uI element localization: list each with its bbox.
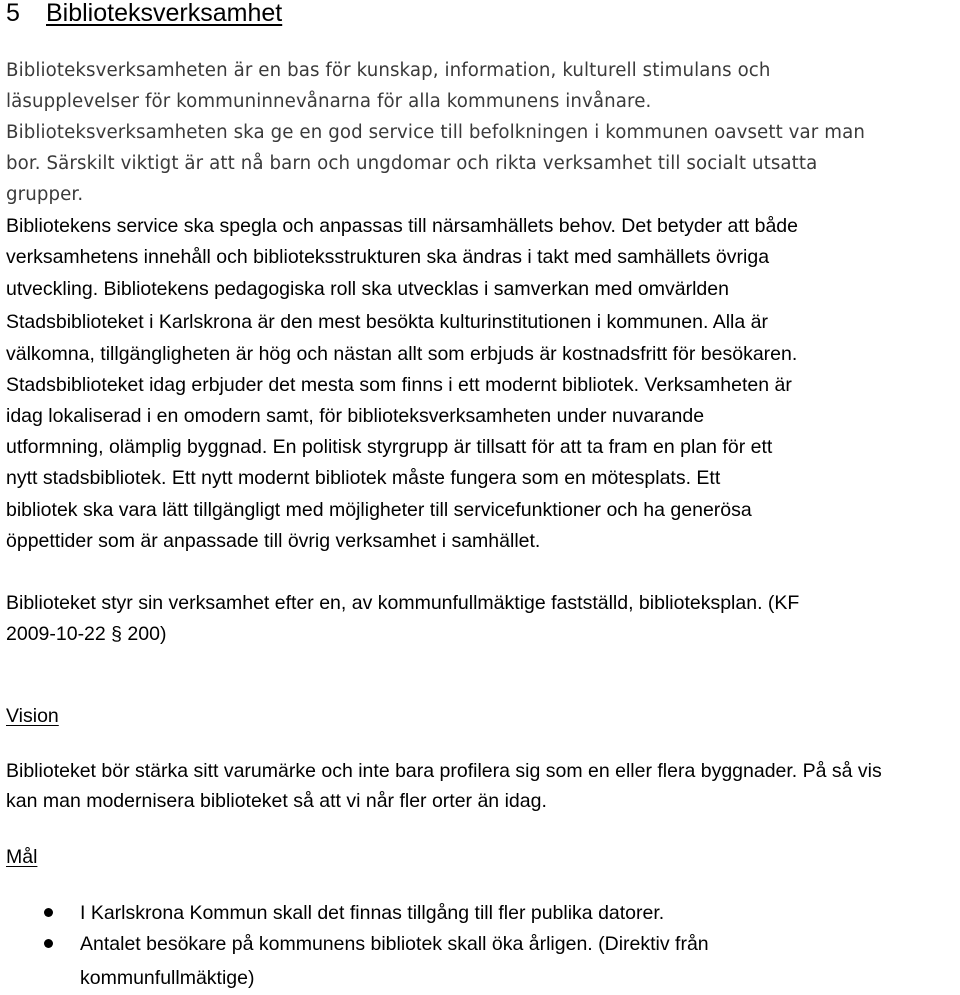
body-line: verksamhetens innehåll och biblioteksstrukturen ska ändras i takt med samhällets övriga [6, 246, 770, 268]
plan-line: 2009-10-22 § 200) [6, 623, 167, 645]
body-line: välkomna, tillgängligheten är hög och nästan allt som erbjuds är kostnadsfritt för besökaren. [6, 343, 798, 365]
bullet-icon [44, 939, 53, 948]
list-item-text: kommunfullmäktige) [80, 967, 255, 989]
vision-heading: Vision [6, 705, 59, 727]
body-line: Stadsbiblioteket i Karlskrona är den mest besökta kulturinstitutionen i kommunen. Alla är [6, 311, 768, 333]
intro-line: läsupplevelser för kommuninnevånarna för alla kommunens invånare. [6, 91, 652, 112]
intro-line: Biblioteksverksamheten ska ge en god service till befolkningen i kommunen oavsett var man [6, 122, 865, 143]
body-line: utformning, olämplig byggnad. En politisk styrgrupp är tillsatt för att ta fram en plan för ett [6, 436, 773, 458]
body-line: nytt stadsbibliotek. Ett nytt modernt bibliotek måste fungera som en mötesplats. Ett [6, 467, 721, 489]
list-item-text: I Karlskrona Kommun skall det finnas tillgång till fler publika datorer. [80, 902, 665, 924]
intro-line: bor. Särskilt viktigt är att nå barn och ungdomar och rikta verksamhet till socialt utsatta [6, 153, 818, 174]
section-title: Biblioteksverksamhet [46, 0, 283, 27]
goals-heading: Mål [6, 846, 38, 868]
intro-line: Biblioteksverksamheten är en bas för kunskap, information, kulturell stimulans och [6, 60, 771, 81]
list-item-text: Antalet besökare på kommunens bibliotek skall öka årligen. (Direktiv från [80, 933, 709, 955]
body-line: idag lokaliserad i en omodern samt, för biblioteksverksamheten under nuvarande [6, 405, 705, 427]
body-line: bibliotek ska vara lätt tillgängligt med möjligheter till servicefunktioner och ha generösa [6, 499, 752, 521]
body-line: utveckling. Bibliotekens pedagogiska roll ska utvecklas i samverkan med omvärlden [6, 278, 729, 300]
section-heading [6, 0, 282, 30]
bullet-icon [44, 908, 53, 917]
body-line: öppettider som är anpassade till övrig verksamhet i samhället. [6, 530, 541, 552]
vision-line: kan man modernisera biblioteket så att vi når fler orter än idag. [6, 790, 547, 812]
plan-line: Biblioteket styr sin verksamhet efter en, av kommunfullmäktige fastställd, biblioteksplan. (KF [6, 592, 800, 614]
vision-line: Biblioteket bör stärka sitt varumärke och inte bara profilera sig som en eller flera byggnader. På så vis [6, 760, 882, 782]
body-line: Stadsbiblioteket idag erbjuder det mesta som finns i ett modernt bibliotek. Verksamheten är [6, 374, 792, 396]
body-line: Bibliotekens service ska spegla och anpassas till närsamhällets behov. Det betyder att både [6, 215, 798, 237]
section-number: 5 [6, 0, 20, 27]
intro-line: grupper. [6, 184, 84, 205]
